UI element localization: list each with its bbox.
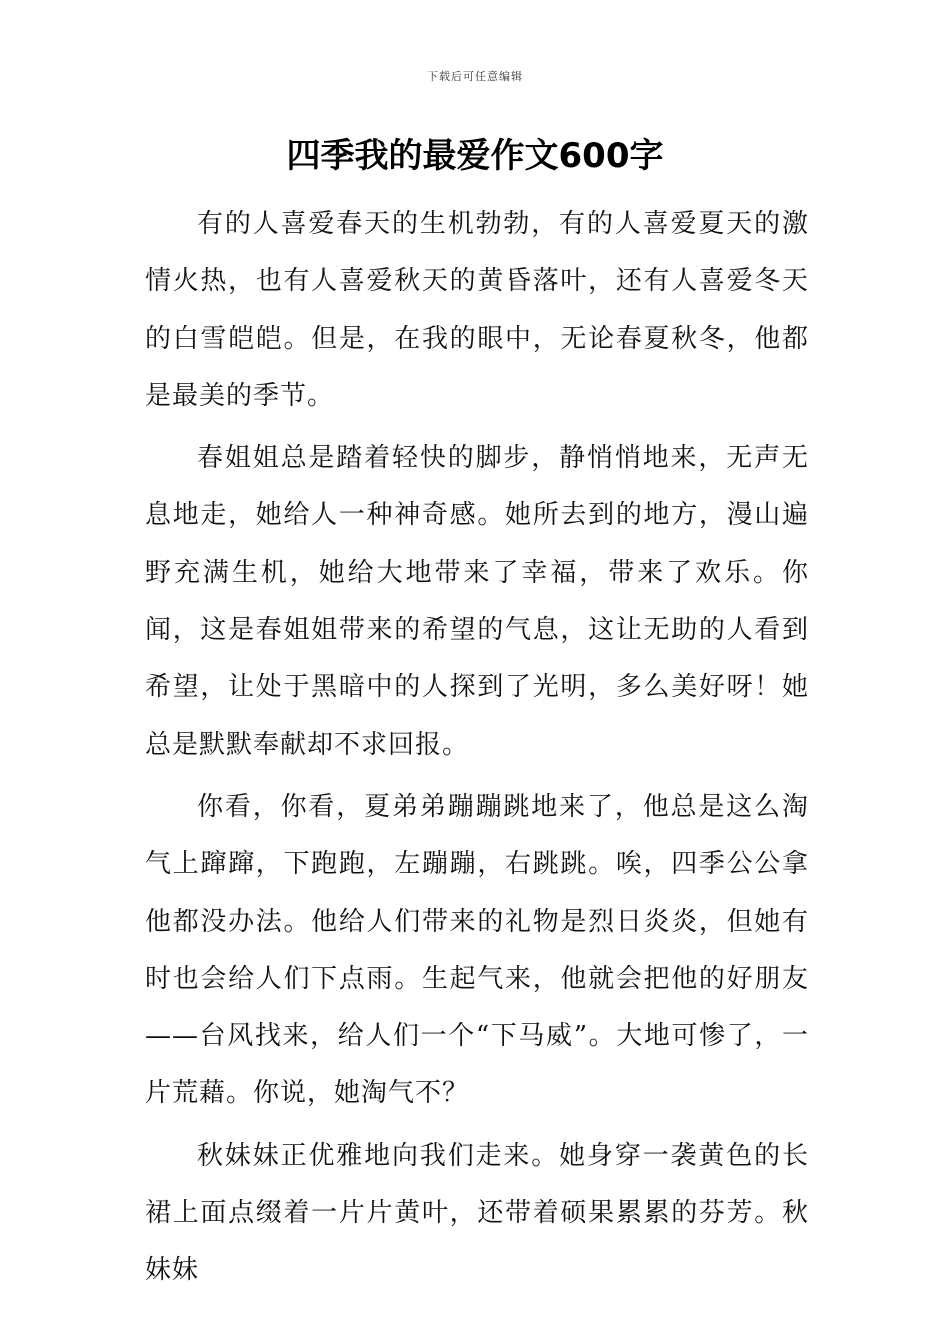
paragraph-2: 春姐姐总是踏着轻快的脚步，静悄悄地来，无声无息地走，她给人一种神奇感。她所去到的地方，漫山遍野充满生机，她给大地带来了幸福，带来了欢乐。你闻，这是春姐姐带来的希望的气息，这让无助的人看到希望，让处于黑暗中的人探到了光明，多么美好呀！她总是默默奉献却不求回报。 — [145, 443, 809, 760]
header-note: 下载后可任意编辑 — [427, 70, 523, 83]
paragraph-3: 你看，你看，夏弟弟蹦蹦跳地来了，他总是这么淘气上蹿蹿，下跑跑，左蹦蹦，右跳跳。唉，四季公公拿他都没办法。他给人们带来的礼物是烈日炎炎，但她有时也会给人们下点雨。生起气来，他就会把他的好朋友——台风找来，给人们一个“下马威”。大地可惨了，一片荒藉。你说，她淘气不？ — [145, 791, 809, 1109]
essay-body — [145, 196, 809, 1305]
page-title: 四季我的最爱作文600字 — [286, 136, 664, 176]
paragraph-1: 有的人喜爱春天的生机勃勃，有的人喜爱夏天的激情火热，也有人喜爱秋天的黄昏落叶，还有人喜爱冬天的白雪皑皑。但是，在我的眼中，无论春夏秋冬，他都是最美的季节。 — [145, 209, 809, 411]
paragraph-4: 秋妹妹正优雅地向我们走来。她身穿一袭黄色的长裙上面点缀着一片片黄叶，还带着硕果累累的芬芳。秋妹妹 — [145, 1140, 809, 1286]
